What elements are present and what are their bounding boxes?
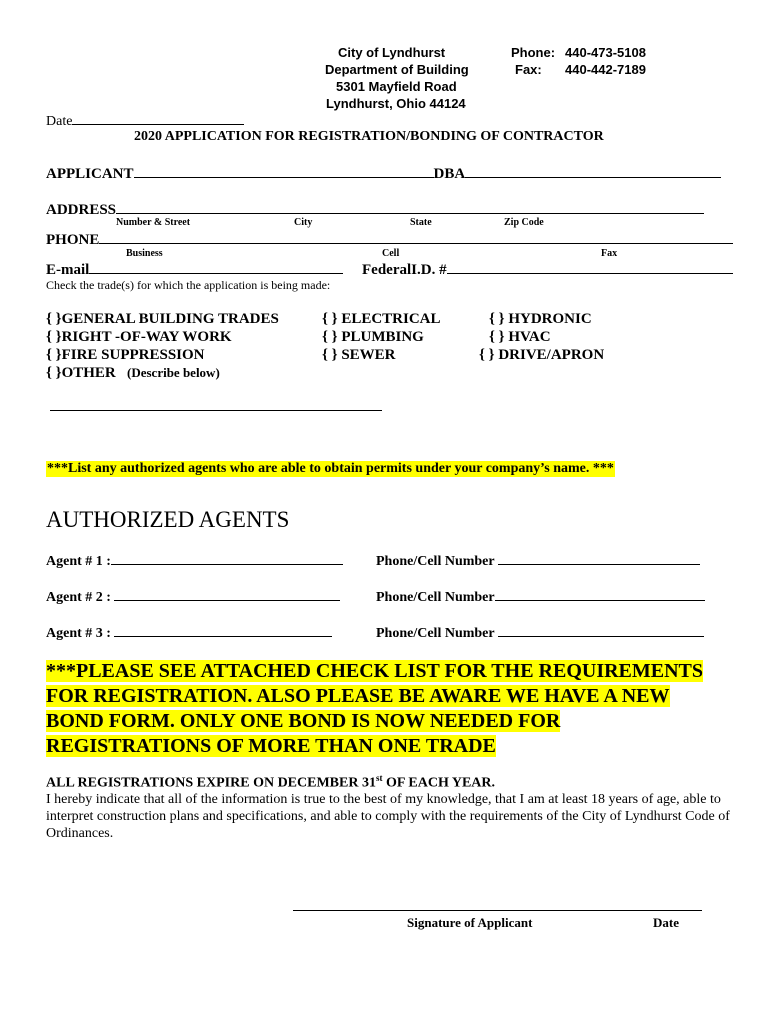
agent-1-label: Agent # 1 :: [46, 554, 111, 569]
agent-2-label: Agent # 2 :: [46, 590, 111, 605]
notice-line-2: FOR REGISTRATION. ALSO PLEASE BE AWARE WE HAVE A NEW: [46, 685, 670, 707]
city-state-zip: Lyndhurst, Ohio 44124: [326, 96, 466, 111]
federal-id-label: FederalI.D. #: [362, 262, 447, 278]
other-description-field[interactable]: [50, 410, 382, 411]
trade-right-of-way[interactable]: { }RIGHT -OF-WAY WORK: [46, 329, 232, 345]
date-row: [46, 112, 244, 130]
trade-hydronic[interactable]: { } HYDRONIC: [489, 311, 592, 327]
phone-label: Phone:: [511, 45, 556, 60]
trade-other-label: { }OTHER: [46, 365, 116, 381]
fax-number: 440-442-7189: [565, 62, 646, 77]
trade-sewer[interactable]: { } SEWER: [322, 347, 396, 363]
agent-row-1: [46, 552, 343, 570]
notice-line-4: REGISTRATIONS OF MORE THAN ONE TRADE: [46, 735, 496, 757]
notice-line-3: BOND FORM. ONLY ONE BOND IS NOW NEEDED FOR: [46, 710, 561, 732]
address-field[interactable]: [116, 200, 704, 214]
trade-hvac[interactable]: { } HVAC: [489, 329, 551, 345]
agent-phone-row-3: [376, 624, 704, 642]
expiry-prefix: ALL REGISTRATIONS EXPIRE ON DECEMBER 31: [46, 775, 376, 791]
street-address: 5301 Mayfield Road: [336, 79, 457, 94]
agent-phone-row-1: [376, 552, 700, 570]
fax-label: Fax:: [515, 62, 542, 77]
trade-electrical[interactable]: { } ELECTRICAL: [322, 311, 441, 327]
expiry-sup: st: [375, 773, 383, 783]
state-sublabel: State: [410, 217, 432, 228]
expiry-statement: [46, 773, 495, 792]
agent-1-phone-label: Phone/Cell Number: [376, 554, 495, 569]
agent-3-field[interactable]: [114, 624, 332, 637]
signature-label: Signature of Applicant: [407, 915, 533, 930]
agent-1-phone-field[interactable]: [498, 552, 700, 565]
city-sublabel: City: [294, 217, 313, 228]
agent-2-phone-label: Phone/Cell Number: [376, 590, 495, 605]
applicant-row: [46, 164, 721, 183]
agent-3-label: Agent # 3 :: [46, 626, 111, 641]
agent-row-3: [46, 624, 332, 642]
form-title: 2020 APPLICATION FOR REGISTRATION/BONDING OF CONTRACTOR: [134, 129, 604, 144]
trade-general-building[interactable]: { }GENERAL BUILDING TRADES: [46, 311, 279, 327]
applicant-phone-field[interactable]: [99, 230, 733, 244]
agent-2-field[interactable]: [114, 588, 340, 601]
email-label: E-mail: [46, 262, 90, 278]
email-row: [46, 260, 343, 279]
email-field[interactable]: [89, 260, 343, 274]
signature-field[interactable]: [293, 910, 702, 911]
trades-column-1: [46, 310, 279, 382]
trade-other-note: (Describe below): [127, 365, 220, 380]
fax-sublabel: Fax: [601, 248, 618, 259]
agent-3-phone-label: Phone/Cell Number: [376, 626, 495, 641]
trades-column-3: [479, 310, 605, 364]
trades-column-2: [322, 310, 441, 364]
certification-text: I hereby indicate that all of the information is true to the best of my knowledge, that I am at least 18 years of age, able to interpret construction plans and specifications, and able to comply with the requirements of the City of Lyndhurst Code of Ordinances.: [46, 792, 730, 841]
applicant-phone-label: PHONE: [46, 232, 100, 248]
dba-field[interactable]: [465, 164, 721, 178]
expiry-suffix: OF EACH YEAR.: [382, 775, 496, 791]
trade-plumbing[interactable]: { } PLUMBING: [322, 329, 424, 345]
trade-fire-suppression[interactable]: { }FIRE SUPPRESSION: [46, 347, 205, 363]
agent-2-phone-field[interactable]: [495, 588, 705, 601]
phone-number: 440-473-5108: [565, 45, 646, 60]
date-label: Date: [46, 114, 73, 129]
dba-label: DBA: [433, 166, 466, 182]
business-sublabel: Business: [126, 248, 163, 259]
cell-sublabel: Cell: [382, 248, 400, 259]
address-label: ADDRESS: [46, 202, 117, 218]
federal-id-field[interactable]: [447, 260, 733, 274]
department-name: Department of Building: [325, 62, 469, 77]
trade-instruction: Check the trade(s) for which the application is being made:: [46, 278, 331, 292]
agents-heading: AUTHORIZED AGENTS: [46, 507, 290, 532]
agent-phone-row-2: [376, 588, 705, 606]
date-field[interactable]: [72, 112, 244, 125]
requirements-notice: [46, 659, 703, 759]
agent-1-field[interactable]: [111, 552, 343, 565]
street-sublabel: Number & Street: [116, 217, 191, 228]
trade-other[interactable]: [46, 364, 279, 382]
zip-sublabel: Zip Code: [504, 217, 544, 228]
phone-row: [46, 230, 733, 249]
agent-3-phone-field[interactable]: [498, 624, 704, 637]
applicant-label: APPLICANT: [46, 166, 134, 182]
notice-line-1: ***PLEASE SEE ATTACHED CHECK LIST FOR THE REQUIREMENTS: [46, 660, 704, 682]
federal-id-row: [362, 260, 733, 279]
city-name: City of Lyndhurst: [338, 45, 446, 60]
agent-row-2: [46, 588, 340, 606]
agents-note: ***List any authorized agents who are able to obtain permits under your company’s name. ***: [47, 461, 614, 476]
signature-date-label: Date: [653, 915, 679, 930]
applicant-field[interactable]: [134, 164, 434, 178]
trade-drive-apron[interactable]: { } DRIVE/APRON: [479, 347, 605, 363]
